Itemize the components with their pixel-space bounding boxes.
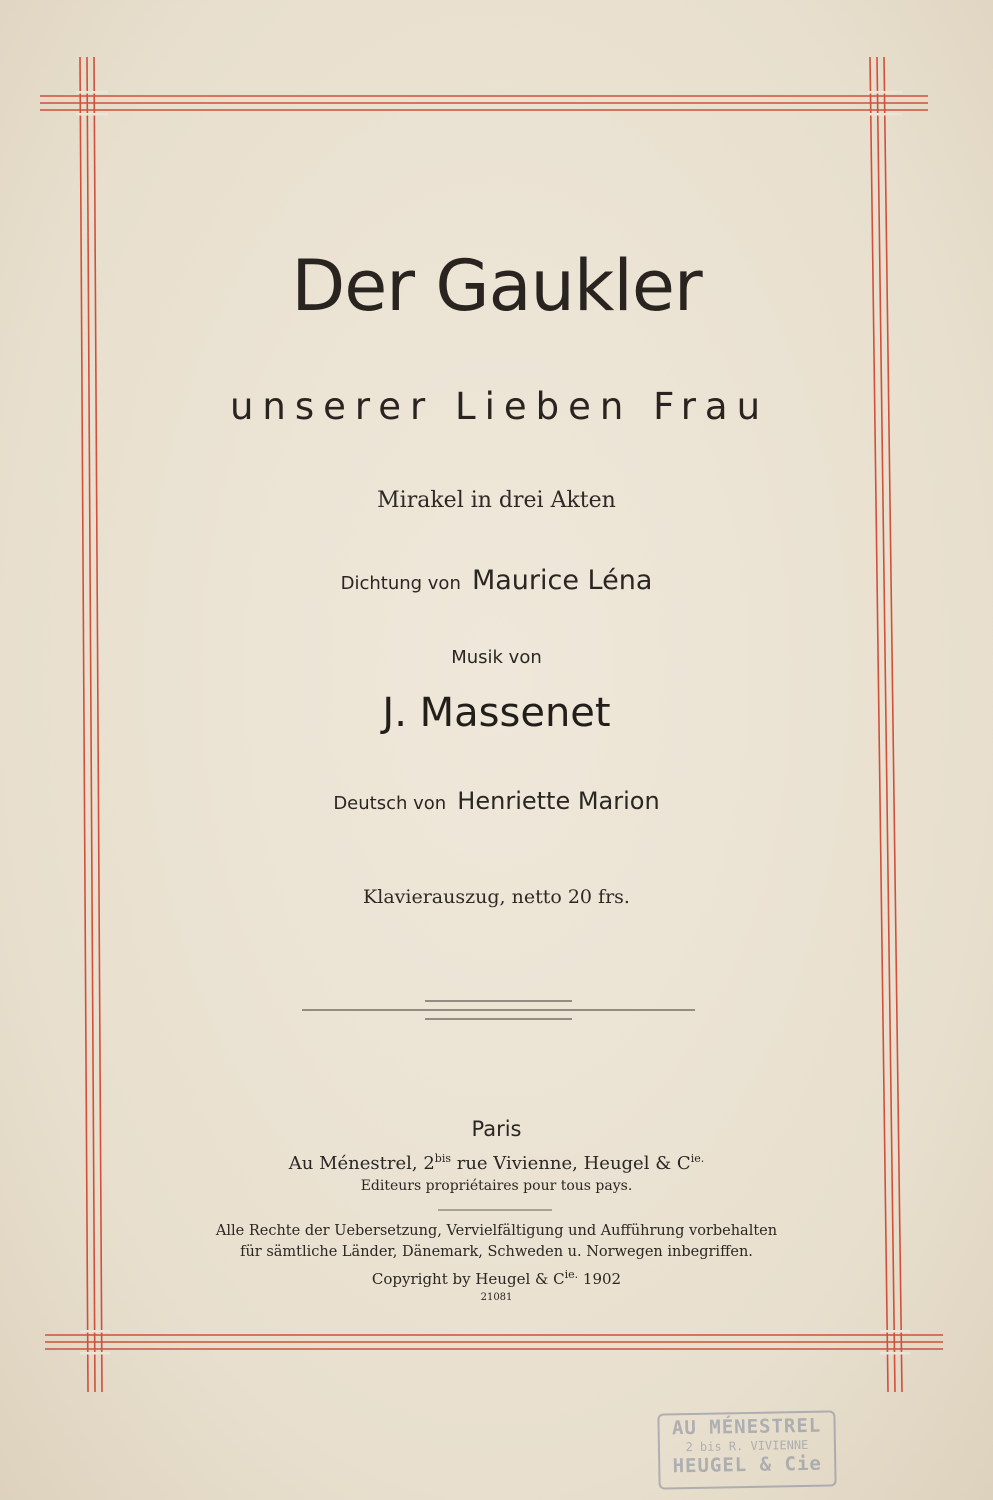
librettist-line [0,565,993,596]
library-stamp [657,1410,836,1489]
translator-name: Henriette Marion [457,787,660,815]
composer-name: J. Massenet [382,690,611,736]
music-by-label: Musik von [451,647,542,668]
publisher-superscript: bis [434,1152,451,1165]
copyright-company-suffix: ie. [564,1268,579,1281]
plate-number: 21081 [480,1292,513,1303]
librettist-name: Maurice Léna [471,565,653,596]
stamp-line-3: HEUGEL & Cie [672,1452,823,1478]
page-subtitle: unserer Lieben Frau [229,385,770,428]
librettist-prefix: Dichtung von [340,573,461,594]
rights-line-2: für sämtliche Länder, Dänemark, Schweden u. Norwegen inbegriffen. [240,1244,753,1260]
stamp-line-2: 2 bis R. VIVIENNE [685,1437,809,1455]
genre-line: Mirakel in drei Akten [377,488,616,513]
publisher-text-a: Au Ménestrel, 2 [288,1153,435,1174]
publisher-line [0,1152,993,1174]
frame-bottom-rule [45,1335,943,1349]
ornamental-divider [302,1001,695,1019]
score-price: Klavierauszug, netto 20 frs. [363,886,630,908]
translator-line [0,787,993,815]
copyright-line [0,1268,993,1288]
publisher-note: Editeurs propriétaires pour tous pays. [360,1178,633,1194]
frame-top-rule [40,96,928,110]
translator-prefix: Deutsch von [333,793,447,814]
rights-line-1: Alle Rechte der Uebersetzung, Vervielfältigung und Aufführung vorbehalten [215,1223,778,1239]
publisher-text-b: rue Vivienne, Heugel & C [451,1153,691,1174]
copyright-text-a: Copyright by Heugel & C [371,1270,565,1288]
page-title: Der Gaukler [291,245,702,327]
copyright-text-b: 1902 [578,1270,622,1288]
stamp-line-1: AU MÉNESTREL [671,1414,822,1440]
imprint-city: Paris [471,1117,522,1141]
publisher-company-suffix: ie. [690,1152,705,1165]
